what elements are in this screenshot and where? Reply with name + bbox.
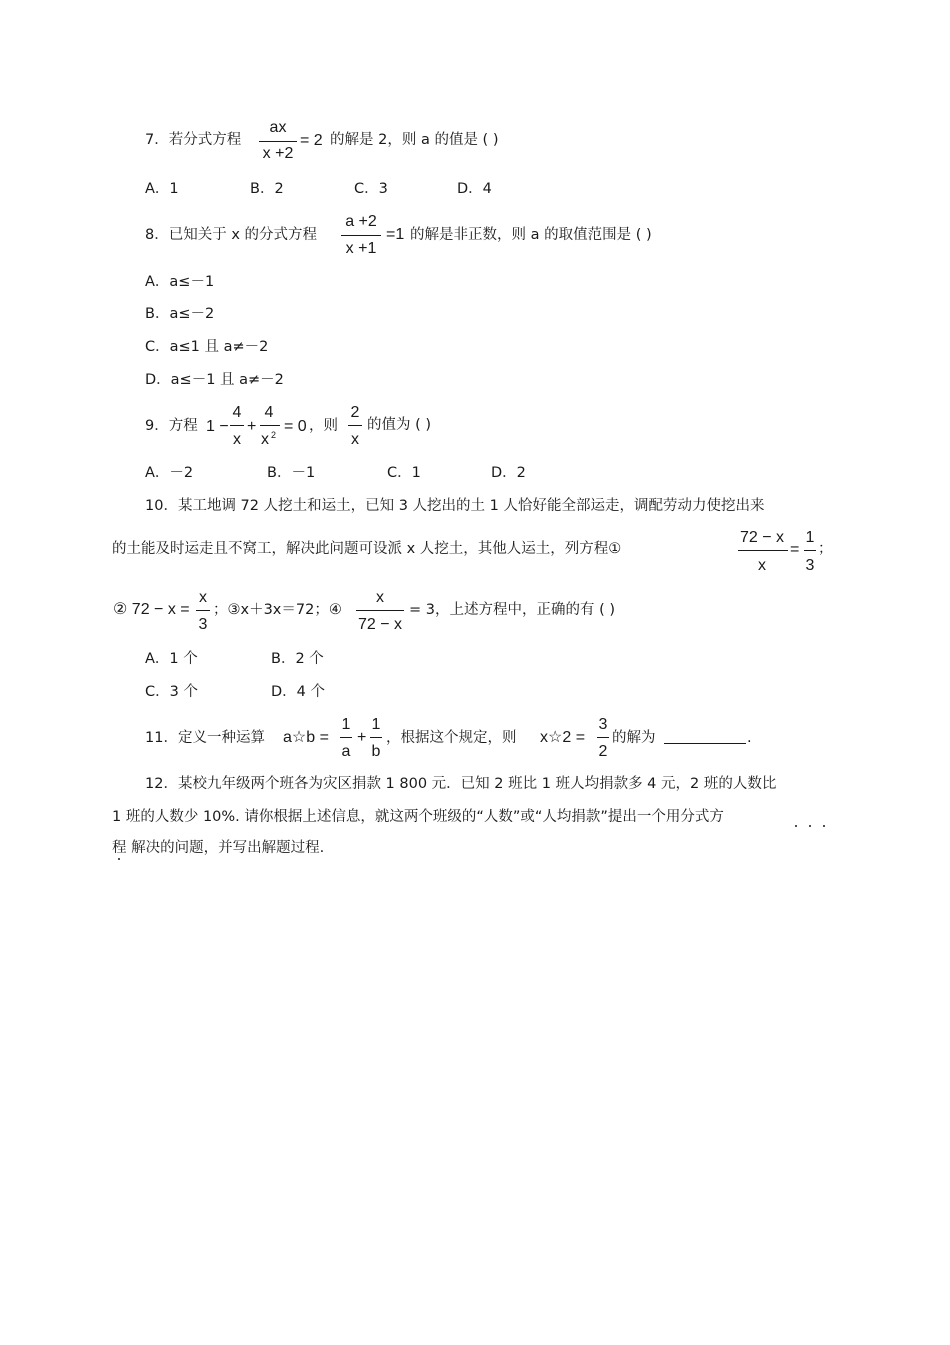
q9-frac3-bar — [348, 425, 362, 426]
q11-result-bar — [597, 737, 609, 738]
q11-mid: ，根据这个规定，则 — [386, 730, 517, 746]
q7-numerator: ax — [269, 119, 287, 136]
q10-line-3b: ；③x＋3x＝72；④ — [213, 602, 342, 618]
q10-line-1: 10．某工地调 72 人挖土和运土，已知 3 人挖出的土 1 人恰好能全部运走，调配劳动力使挖出来 — [145, 498, 765, 514]
q11-b-denominator: b — [371, 743, 381, 760]
q12-line-2: 1 班的人数少 10%. 请你根据上述信息，就这两个班级的“人数”或“人均捐款”提出一个用分式方 — [112, 809, 724, 825]
q9-option-d: D．2 — [491, 465, 526, 481]
q11-a-denominator: a — [341, 743, 351, 760]
emphasis-dot — [795, 825, 797, 827]
q11-operation-lhs: a☆b = — [283, 729, 329, 746]
q10-option-b: B．2 个 — [271, 651, 324, 667]
q10-line-3a: ② 72 − x = — [113, 601, 190, 618]
q9-frac3-denominator: x — [351, 431, 359, 448]
q11-x-lhs: x☆2 = — [540, 729, 586, 746]
q10-eq1-right-bar — [804, 550, 816, 551]
q10-eq1-right-numerator: 1 — [805, 529, 815, 546]
q10-eq1-right-denominator: 3 — [805, 557, 815, 574]
q11-suffix: 的解为 — [612, 730, 656, 746]
q8-option-a: A．a≤－1 — [145, 274, 215, 290]
q8-option-c: C．a≤1 且 a≠－2 — [145, 339, 269, 355]
q9-plus: + — [247, 418, 257, 435]
q10-eq2-bar — [196, 610, 210, 611]
q11-end: . — [747, 730, 752, 746]
q10-option-a: A．1 个 — [145, 651, 198, 667]
emphasis-dot — [809, 825, 811, 827]
q8-fraction-bar — [341, 235, 381, 236]
q8-prefix: 8．已知关于 x 的分式方程 — [145, 227, 318, 243]
q12-line-3: 程 解决的问题，并写出解题过程. — [112, 840, 325, 856]
q9-equals: = 0 — [284, 418, 307, 435]
q7-denominator: x +2 — [262, 145, 294, 162]
q7-option-d: D．4 — [457, 181, 492, 197]
q7-equals: = 2 — [300, 132, 323, 149]
q9-frac2-bar — [260, 425, 280, 426]
q11-plus: + — [357, 729, 367, 746]
q7-fraction-bar — [259, 141, 297, 142]
q8-option-d: D．a≤－1 且 a≠－2 — [145, 372, 284, 388]
q12-line-1: 12．某校九年级两个班各为灾区捐款 1 800 元．已知 2 班比 1 班人均捐款多 4 元，2 班的人数比 — [145, 776, 777, 792]
q9-frac2-exponent: 2 — [271, 430, 277, 440]
q10-line-2: 的土能及时运走且不窝工，解决此问题可设派 x 人挖土，其他人运土，列方程① — [112, 541, 622, 557]
q7-suffix: 的解是 2，则 a 的值是 ( ) — [330, 132, 499, 148]
q9-frac1-denominator: x — [233, 431, 241, 448]
q9-frac1-numerator: 4 — [232, 404, 242, 421]
q7-option-a: A．1 — [145, 181, 179, 197]
q10-option-c: C．3 个 — [145, 684, 198, 700]
q8-numerator: a +2 — [345, 213, 377, 230]
q7-option-c: C．3 — [354, 181, 388, 197]
q8-denominator: x +1 — [345, 240, 377, 257]
q9-suffix: 的值为 ( ) — [367, 417, 432, 433]
q9-frac1-bar — [230, 425, 244, 426]
q9-option-a: A．－2 — [145, 465, 194, 481]
q11-b-numerator: 1 — [371, 716, 381, 733]
q7-prefix: 7．若分式方程 — [145, 132, 242, 148]
q9-frac2-denominator: x — [261, 431, 269, 448]
q10-eq1-end: ； — [818, 541, 833, 557]
q10-line-3c: = 3，上述方程中，正确的有 ( ) — [409, 602, 616, 618]
q10-eq1-equals: = — [790, 541, 800, 558]
q10-eq4-denominator: 72 − x — [357, 616, 403, 633]
q9-frac2-numerator: 4 — [264, 404, 274, 421]
q9-one-minus: 1 − — [206, 418, 229, 435]
q8-option-b: B．a≤－2 — [145, 306, 215, 322]
q9-frac3-numerator: 2 — [350, 404, 360, 421]
q10-eq1-numerator: 72 − x — [739, 529, 785, 546]
q9-option-b: B．－1 — [267, 465, 316, 481]
q8-equals: =1 — [386, 226, 405, 243]
q11-result-numerator: 3 — [598, 716, 608, 733]
q11-a-numerator: 1 — [341, 716, 351, 733]
q11-a-bar — [340, 737, 352, 738]
emphasis-dot — [118, 858, 120, 860]
q10-eq1-bar — [738, 550, 788, 551]
q10-eq2-numerator: x — [199, 589, 207, 606]
q8-suffix: 的解是非正数，则 a 的取值范围是 ( ) — [410, 227, 652, 243]
q10-option-d: D．4 个 — [271, 684, 325, 700]
q10-eq1-denominator: x — [758, 557, 766, 574]
q11-result-denominator: 2 — [598, 743, 608, 760]
q10-eq4-numerator: x — [376, 589, 384, 606]
q11-b-bar — [370, 737, 382, 738]
q7-option-b: B．2 — [250, 181, 284, 197]
q9-option-c: C．1 — [387, 465, 421, 481]
q10-eq4-bar — [356, 610, 404, 611]
emphasis-dot — [823, 825, 825, 827]
q11-prefix: 11．定义一种运算 — [145, 730, 265, 746]
q11-answer-blank — [664, 743, 746, 744]
q9-mid: ，则 — [309, 418, 338, 434]
q10-eq2-denominator: 3 — [198, 616, 208, 633]
q9-prefix: 9．方程 — [145, 418, 198, 434]
